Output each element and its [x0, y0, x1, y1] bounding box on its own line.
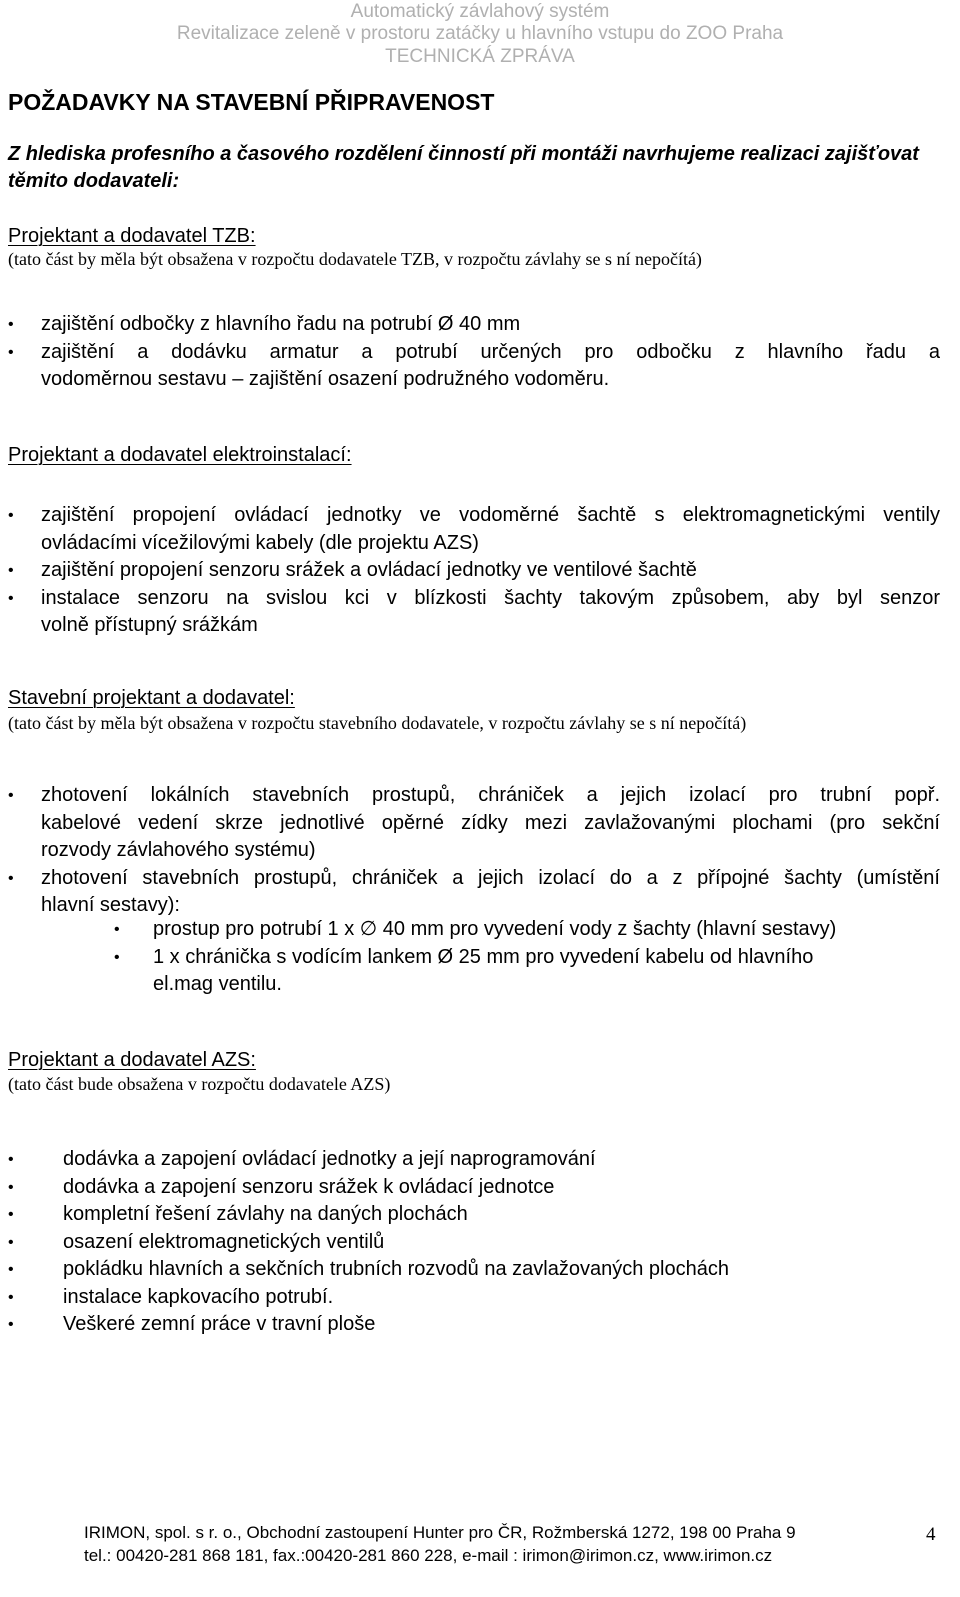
- list-item: • 1 x chránička s vodícím lankem Ø 25 mm pro vyvedení kabelu od hlavního: [153, 944, 940, 972]
- bullet-icon: •: [8, 1261, 14, 1278]
- bullet-icon: •: [8, 507, 14, 524]
- list-item: • instalace kapkovacího potrubí.: [63, 1284, 940, 1312]
- list-item-continuation: kabelové vedení skrze jednotlivé opěrné zídky mezi zavlažovanými plochami (pro sekční: [41, 811, 940, 834]
- section-note-stavebni: (tato část by měla být obsažena v rozpočtu stavebního dodavatele, v rozpočtu závlahy se s ní nepočítá): [8, 713, 747, 733]
- list-item: • zajištění propojení ovládací jednotky ve vodoměrné šachtě s elektromagnetickými ventily: [41, 502, 940, 530]
- sublist-stavebni: [114, 916, 940, 999]
- bullet-icon: •: [8, 1233, 14, 1251]
- bullet-icon: •: [8, 316, 14, 333]
- list-item: • zajištění a dodávku armatur a potrubí určených pro odbočku z hlavního řadu a: [41, 339, 940, 367]
- list-item-continuation: el.mag ventilu.: [153, 973, 282, 995]
- list-item: • Veškeré zemní práce v travní ploše: [63, 1311, 940, 1339]
- bullet-icon: •: [8, 1316, 14, 1333]
- section-heading-tzb: Projektant a dodavatel TZB:: [8, 225, 256, 247]
- list-item: • prostup pro potrubí 1 x ∅ 40 mm pro vyvedení vody z šachty (hlavní sestavy): [153, 916, 940, 944]
- bullet-icon: •: [8, 1206, 14, 1223]
- list-item: • kompletní řešení závlahy na daných plochách: [63, 1201, 940, 1229]
- list-elektro: [8, 502, 940, 640]
- list-item-continuation: vodoměrnou sestavu – zajištění osazení podružného vodoměru.: [41, 368, 610, 390]
- bullet-icon: •: [8, 343, 14, 361]
- bullet-icon: •: [8, 869, 14, 887]
- list-stavebni: [8, 782, 940, 920]
- page-title: POŽADAVKY NA STAVEBNÍ PŘIPRAVENOST: [8, 89, 495, 115]
- list-item-continuation: ovládacími vícežilovými kabely (dle projektu AZS): [41, 531, 479, 554]
- header-line-3: TECHNICKÁ ZPRÁVA: [385, 46, 575, 67]
- bullet-icon: •: [8, 1151, 14, 1168]
- footer-company: IRIMON, spol. s r. o., Obchodní zastoupení Hunter pro ČR, Rožmberská 1272, 198 00 Praha 9: [84, 1523, 796, 1542]
- bullet-icon: •: [114, 948, 120, 966]
- bullet-icon: •: [8, 1288, 14, 1306]
- list-item: • pokládku hlavních a sekčních trubních rozvodů na zavlažovaných plochách: [63, 1256, 940, 1284]
- list-item: • zajištění propojení senzoru srážek a ovládací jednotky ve ventilové šachtě: [41, 557, 940, 585]
- list-item: • zhotovení lokálních stavebních prostupů, chrániček a jejich izolací pro trubní popř.: [41, 782, 940, 810]
- header-line-2: Revitalizace zeleně v prostoru zatáčky u hlavního vstupu do ZOO Praha: [176, 23, 784, 44]
- bullet-icon: •: [114, 921, 120, 938]
- list-item-continuation: hlavní sestavy):: [41, 894, 180, 916]
- list-item: • zajištění odbočky z hlavního řadu na potrubí Ø 40 mm: [41, 311, 940, 339]
- list-tzb: [8, 311, 940, 394]
- list-azs: [8, 1146, 940, 1339]
- list-item: • dodávka a zapojení senzoru srážek k ovládací jednotce: [63, 1174, 940, 1202]
- subtitle: Z hlediska profesního a časového rozdělení činností při montáži navrhujeme realizaci zajišťovat těmito dodavateli:: [8, 143, 919, 192]
- bullet-icon: •: [8, 787, 14, 804]
- bullet-icon: •: [8, 589, 14, 607]
- footer-contact: tel.: 00420-281 868 181, fax.:00420-281 860 228, e-mail : irimon@irimon.cz, www.irimon.cz: [84, 1546, 773, 1565]
- section-heading-stavebni: Stavební projektant a dodavatel:: [8, 687, 295, 709]
- section-heading-elektro: Projektant a dodavatel elektroinstalací:: [8, 444, 352, 466]
- section-heading-azs: Projektant a dodavatel AZS:: [8, 1049, 256, 1071]
- list-item: • instalace senzoru na svislou kci v blízkosti šachty takovým způsobem, aby byl senzor: [41, 585, 940, 613]
- list-item: • zhotovení stavebních prostupů, chrániček a jejich izolací do a z přípojné šachty (umístění: [41, 865, 940, 893]
- section-note-tzb: (tato část by měla být obsažena v rozpočtu dodavatele TZB, v rozpočtu závlahy se s ní nepočítá): [8, 249, 702, 269]
- bullet-icon: •: [8, 1178, 14, 1196]
- section-note-azs: (tato část bude obsažena v rozpočtu dodavatele AZS): [8, 1074, 391, 1094]
- list-item: • dodávka a zapojení ovládací jednotky a její naprogramování: [63, 1146, 940, 1174]
- bullet-icon: •: [8, 562, 14, 579]
- list-item: • osazení elektromagnetických ventilů: [63, 1229, 940, 1257]
- list-item-continuation: rozvody závlahového systému): [41, 839, 316, 861]
- page-number: 4: [926, 1524, 936, 1545]
- header-line-1: Automatický závlahový systém: [350, 1, 610, 22]
- list-item-continuation: volně přístupný srážkám: [41, 614, 258, 636]
